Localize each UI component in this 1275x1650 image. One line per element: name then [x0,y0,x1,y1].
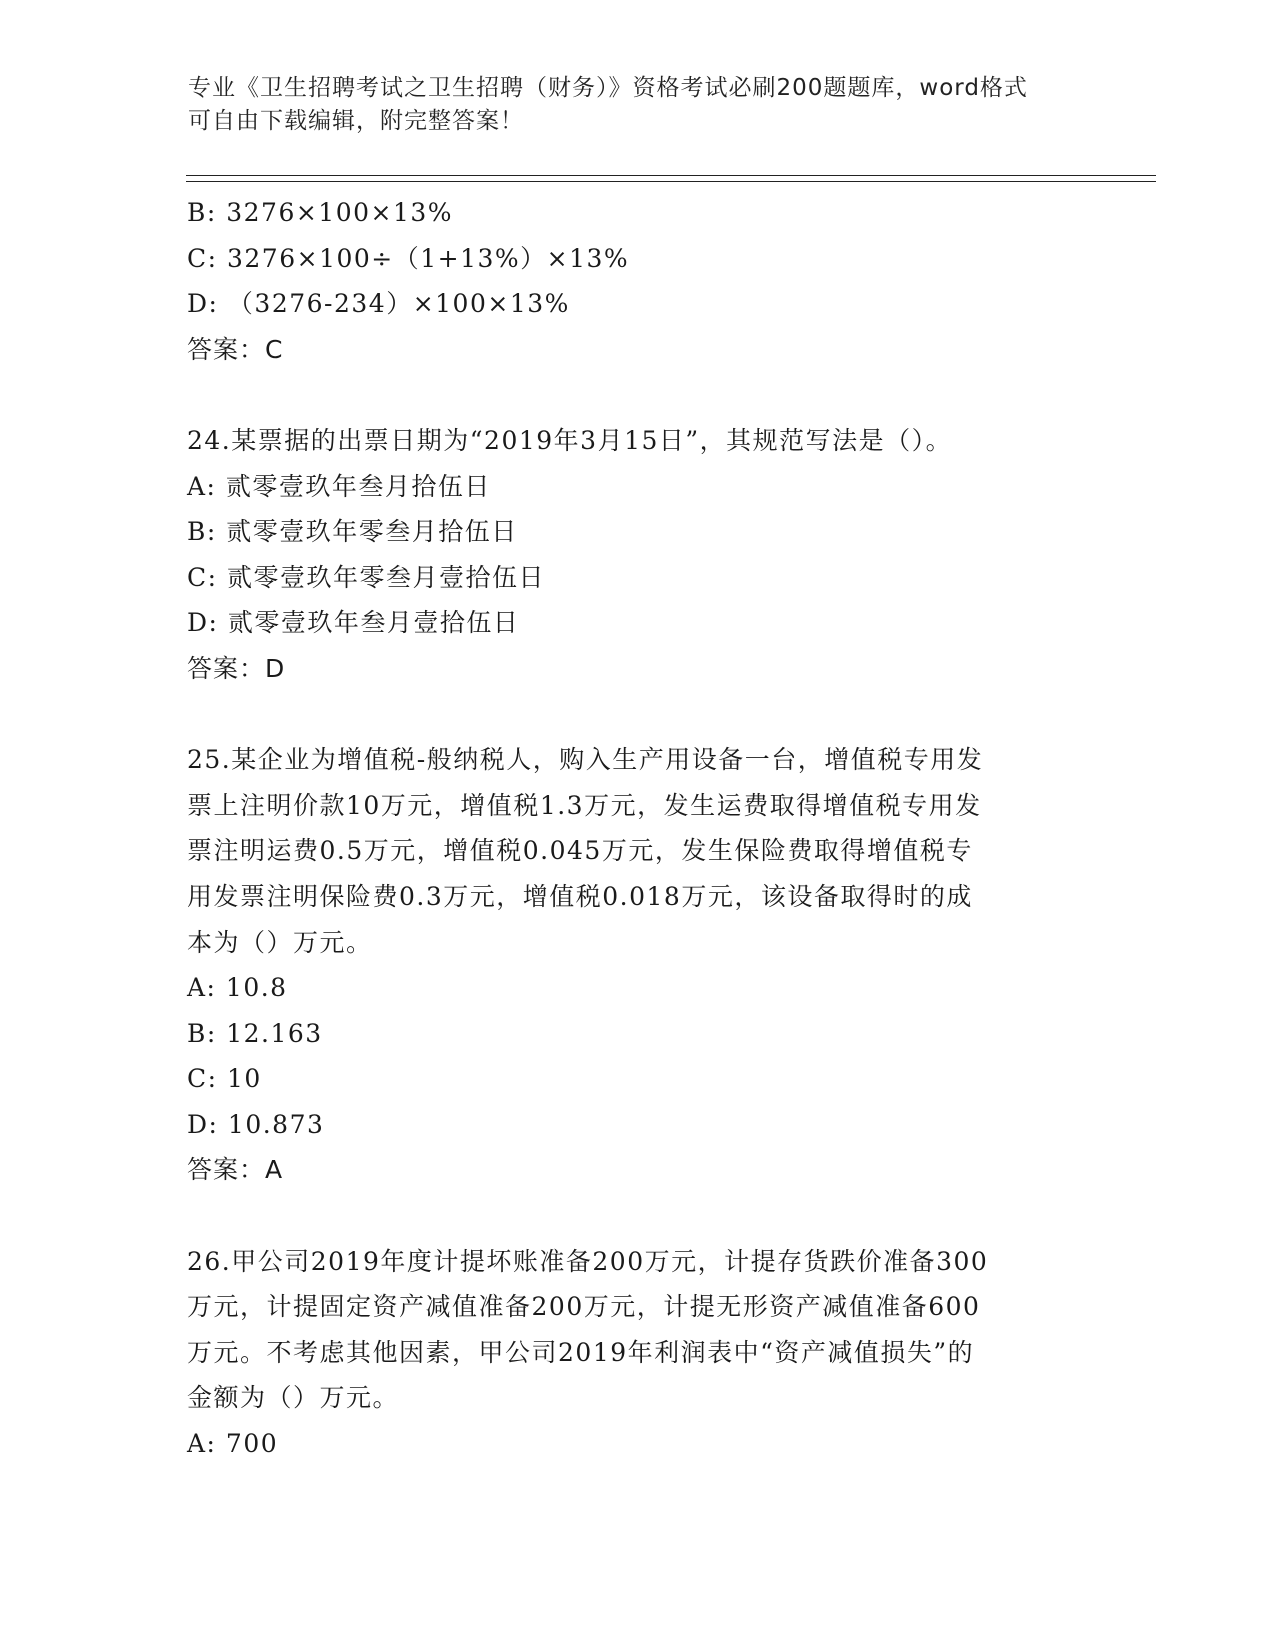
answer-line: 答案：D [187,653,286,683]
question-stem-line: 26.甲公司2019年度计提坏账准备200万元，计提存货跌价准备300 [187,1246,989,1276]
option-a: A: 贰零壹玖年叁月拾伍日 [187,471,491,501]
option-c: C: 3276×100÷（1+13%）×13% [187,243,630,273]
question-23-tail [187,190,1087,372]
spacer [187,692,1087,738]
question-content [187,190,1087,1467]
header-divider-bottom [186,181,1156,182]
question-stem-line: 用发票注明保险费0.3万元，增值税0.018万元，该设备取得时的成 [187,881,973,911]
option-c: C: 贰零壹玖年零叁月壹拾伍日 [187,562,545,592]
question-25 [187,737,1087,1193]
option-c: C: 10 [187,1064,262,1094]
question-stem-line: 本为（）万元。 [187,927,373,957]
option-b: B: 3276×100×13% [187,198,454,227]
question-stem-line: 金额为（）万元。 [187,1383,400,1413]
answer-line: 答案：C [187,334,284,364]
option-b: B: 贰零壹玖年零叁月拾伍日 [187,517,518,547]
header-title-line-1: 专业《卫生招聘考试之卫生招聘（财务）》资格考试必刷200题题库，word格式 [188,75,1028,101]
question-stem-line: 万元，计提固定资产减值准备200万元，计提无形资产减值准备600 [187,1292,981,1322]
option-a: A: 10.8 [187,973,288,1003]
option-a: A: 700 [187,1429,279,1459]
question-stem-line: 票注明运费0.5万元，增值税0.045万元，发生保险费取得增值税专 [187,836,973,866]
page-header [188,72,1068,138]
header-divider-top [186,175,1156,176]
question-stem-line: 万元。不考虑其他因素，甲公司2019年利润表中“资产减值损失”的 [187,1337,975,1367]
option-d: D: 10.873 [187,1109,325,1139]
question-24 [187,418,1087,692]
question-stem: 24.某票据的出票日期为“2019年3月15日”，其规范写法是（）。 [187,425,953,455]
option-d: D: 贰零壹玖年叁月壹拾伍日 [187,608,520,638]
question-stem-line: 票上注明价款10万元，增值税1.3万元，发生运费取得增值税专用发 [187,790,982,820]
option-b: B: 12.163 [187,1018,323,1048]
question-stem-line: 25.某企业为增值税-般纳税人，购入生产用设备一台，增值税专用发 [187,745,984,775]
option-d: D: （3276-234）×100×13% [187,289,570,319]
spacer [187,1193,1087,1239]
spacer [187,372,1087,418]
question-26 [187,1239,1087,1467]
header-title-line-2: 可自由下载编辑，附完整答案！ [188,108,524,134]
answer-line: 答案：A [187,1155,284,1185]
